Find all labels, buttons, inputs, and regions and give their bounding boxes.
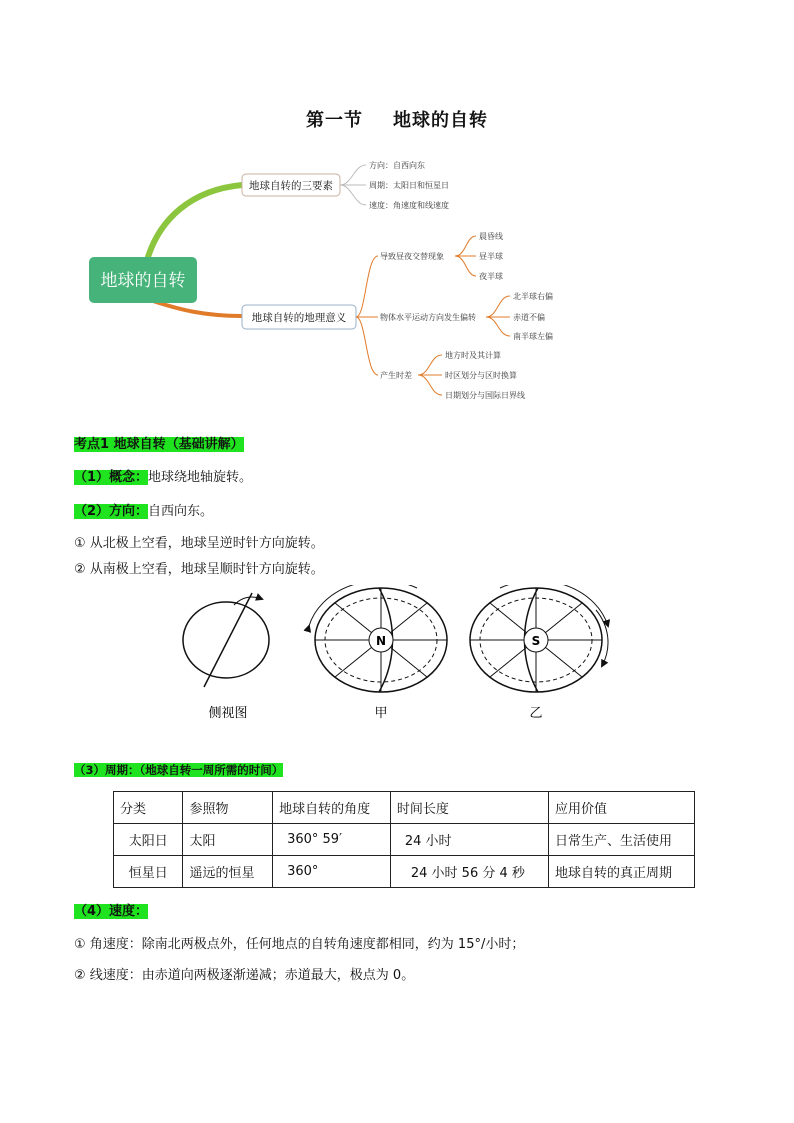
south-view-label: 乙	[529, 706, 543, 721]
direction-tag: （2）方向：	[74, 504, 149, 519]
page-title	[0, 106, 794, 132]
table-cell: 24 小时 56 分 4 秒	[390, 856, 548, 888]
table-cell: 地球自转的真正周期	[548, 856, 694, 888]
table-cell: 360°	[273, 856, 391, 888]
sub2-item: 赤道不偏	[513, 313, 545, 322]
direction-detail-2: ② 从南极上空看，地球呈顺时针方向旋转。	[74, 562, 324, 577]
sub3-item: 地方时及其计算	[445, 351, 501, 360]
table-cell: 360° 59′	[273, 824, 391, 856]
table-header-cell: 应用价值	[548, 792, 694, 824]
concept-tag: （1）概念：	[74, 470, 149, 485]
direction-detail-1: ① 从北极上空看，地球呈逆时针方向旋转。	[74, 536, 324, 551]
speed-tag: （4）速度：	[74, 904, 149, 919]
rotation-figure	[170, 585, 620, 725]
south-polar-diagram	[470, 585, 608, 692]
table-header-row	[114, 792, 695, 824]
title-text: 地球的自转	[393, 110, 488, 131]
period-table	[113, 791, 695, 888]
table-cell: 24 小时	[390, 824, 548, 856]
section-heading-text: 考点1 地球自转（基础讲解）	[74, 437, 244, 452]
speed-detail-2: ② 线速度：由赤道向两极逐渐递减；赤道最大，极点为 0。	[74, 968, 415, 983]
table-header-cell: 地球自转的角度	[273, 792, 391, 824]
north-view-label: 甲	[374, 706, 388, 721]
side-view-diagram	[183, 593, 269, 687]
sub3-item: 日期划分与国际日界线	[445, 391, 525, 400]
branch2-label: 地球自转的地理意义	[251, 312, 347, 324]
sub1-item: 昼半球	[479, 252, 503, 261]
table-cell: 太阳日	[114, 824, 183, 856]
sub1-label: 导致昼夜交替现象	[380, 252, 444, 261]
branch1-item: 周期：太阳日和恒星日	[369, 181, 449, 190]
concept-text: 地球绕地轴旋转。	[148, 470, 253, 485]
title-section-number: 第一节	[306, 110, 363, 131]
connector-root-branch1	[148, 185, 242, 257]
sub1-item: 晨昏线	[479, 232, 503, 241]
table-header-cell: 时间长度	[390, 792, 548, 824]
branch1-label: 地球自转的三要素	[249, 180, 333, 192]
table-cell: 遥远的恒星	[183, 856, 273, 888]
table-cell: 日常生产、生活使用	[548, 824, 694, 856]
sub2-item: 南半球左偏	[513, 332, 553, 341]
table-row	[114, 824, 695, 856]
direction-text: 自西向东。	[148, 504, 214, 519]
side-view-label: 侧视图	[208, 706, 248, 721]
table-row	[114, 856, 695, 888]
root-node-label: 地球的自转	[100, 271, 186, 291]
south-pole-letter: S	[531, 634, 541, 648]
direction-line	[74, 500, 213, 519]
branch1-item: 速度：角速度和线速度	[369, 201, 449, 210]
north-polar-diagram	[309, 585, 447, 692]
section-heading	[74, 433, 244, 452]
sub2-item: 北半球右偏	[513, 292, 553, 301]
sub3-label: 产生时差	[380, 371, 412, 380]
speed-line	[74, 900, 148, 919]
table-header-cell: 参照物	[183, 792, 273, 824]
period-tag: （3）周期：（地球自转一周所需的时间）	[74, 763, 284, 777]
speed-detail-1: ① 角速度：除南北两极点外，任何地点的自转角速度都相同，约为 15°/小时；	[74, 937, 525, 952]
table-header-cell: 分类	[114, 792, 183, 824]
table-cell: 恒星日	[114, 856, 183, 888]
sub1-item: 夜半球	[479, 272, 503, 281]
period-line	[74, 762, 283, 778]
concept-line	[74, 466, 252, 485]
branch1-item: 方向：自西向东	[369, 161, 425, 170]
mind-map	[0, 150, 794, 410]
north-pole-letter: N	[375, 634, 387, 648]
table-cell: 太阳	[183, 824, 273, 856]
sub3-item: 时区划分与区时换算	[445, 371, 517, 380]
sub2-label: 物体水平运动方向发生偏转	[380, 313, 476, 322]
